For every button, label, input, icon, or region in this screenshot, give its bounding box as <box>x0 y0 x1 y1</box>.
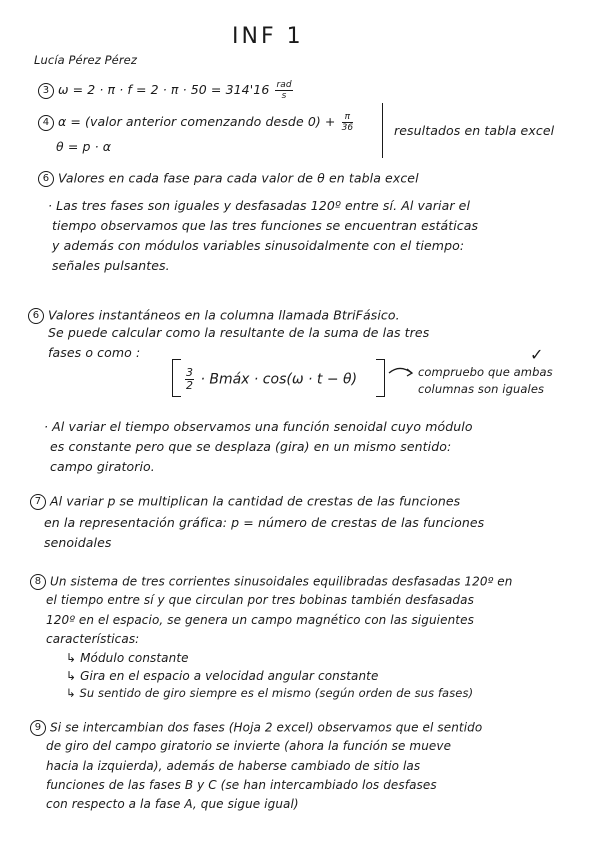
bracket-left <box>172 359 181 397</box>
item-3-text: ω = 2 · π · f = 2 · π · 50 = 314'16 <box>58 82 270 97</box>
check-icon: ✓ <box>530 345 544 364</box>
arrow-icon <box>388 365 414 379</box>
item-number: 4 <box>38 115 54 131</box>
unit-bottom: s <box>281 91 287 101</box>
frac-top: π <box>342 112 354 123</box>
item-8-line-4: características: <box>46 632 140 646</box>
formula-frac-top: 3 <box>186 366 193 379</box>
item-6a-line-1 <box>38 171 419 187</box>
formula-note-1: compruebo que ambas <box>418 365 553 379</box>
item-6b-line-2: Se puede calcular como la resultante de la suma de las tres <box>48 325 430 340</box>
item-8-bullet-2: ↳ Gira en el espacio a velocidad angular constante <box>66 669 379 683</box>
item-7-text: Al variar p se multiplican la cantidad de crestas de las funciones <box>50 493 461 509</box>
item-number: 9 <box>30 720 46 736</box>
item-8-line-1 <box>30 574 512 590</box>
item-8-line-3: 120º en el espacio, se genera un campo magnético con las siguientes <box>46 613 474 627</box>
formula-note-2: columnas son iguales <box>418 382 545 396</box>
item-6b-p1: · Al variar el tiempo observamos una función senoidal cuyo módulo <box>44 419 473 434</box>
item-4-text: α = (valor anterior comenzando desde 0) + <box>58 114 336 129</box>
item-6a-p2: tiempo observamos que las tres funciones se encuentran estáticas <box>52 218 479 233</box>
item-number: 3 <box>38 83 54 99</box>
page-title: INF 1 <box>232 24 304 49</box>
item-6b-text: Valores instantáneos en la columna llamada BtriFásico. <box>48 307 400 323</box>
item-6a-text: Valores en cada fase para cada valor de θ en tabla excel <box>58 170 419 186</box>
item-9-text: Si se intercambian dos fases (Hoja 2 excel) observamos que el sentido <box>50 720 483 735</box>
item-number: 6 <box>28 308 44 324</box>
item-6b-p2: es constante pero que se desplaza (gira) en un mismo sentido: <box>50 439 452 454</box>
item-8-line-2: el tiempo entre sí y que circulan por tres bobinas también desfasadas <box>46 593 474 607</box>
item-number: 8 <box>30 574 46 590</box>
item-8-bullet-3: ↳ Su sentido de giro siempre es el mismo (según orden de sus fases) <box>66 686 474 700</box>
item-number: 7 <box>30 494 46 510</box>
item-9-line-4: funciones de las fases B y C (se han intercambiado los desfases <box>46 778 437 792</box>
item-7-line-3: senoidales <box>44 535 112 550</box>
item-9-line-2: de giro del campo giratorio se invierte (ahora la función se mueve <box>46 739 452 753</box>
bracket-right <box>376 359 385 397</box>
item-7-line-2: en la representación gráfica: p = número de crestas de las funciones <box>44 515 485 530</box>
item-9-line-1 <box>30 720 482 736</box>
item-8-bullet-1: ↳ Módulo constante <box>66 651 189 665</box>
item-6b-p3: campo giratorio. <box>50 459 155 474</box>
item-6a-p4: señales pulsantes. <box>52 258 170 273</box>
formula-fraction <box>185 367 194 392</box>
item-8-text: Un sistema de tres corrientes sinusoidales equilibradas desfasadas 120º en <box>50 574 513 589</box>
item-3 <box>38 80 295 101</box>
formula <box>183 367 357 392</box>
item-6a-p1: · Las tres fases son iguales y desfasadas 120º entre sí. Al variar el <box>48 198 471 213</box>
author-name: Lucía Pérez Pérez <box>34 53 137 67</box>
item-4-line-1 <box>38 112 355 133</box>
item-7-line-1 <box>30 494 460 510</box>
pi-fraction <box>342 112 354 133</box>
item-6a-p3: y además con módulos variables sinusoidalmente con el tiempo: <box>52 238 465 253</box>
item-6b-line-3: fases o como : <box>48 345 141 360</box>
item-number: 6 <box>38 171 54 187</box>
unit-top: rad <box>276 80 292 90</box>
formula-frac-bottom: 2 <box>186 379 193 392</box>
formula-rest: · Bmáx · cos(ω · t − θ) <box>200 371 358 388</box>
brace <box>382 103 389 158</box>
item-6b-line-1 <box>28 308 400 324</box>
unit-fraction <box>275 80 292 101</box>
item-4-line-2: θ = p · α <box>56 139 112 154</box>
frac-bottom: 36 <box>341 123 354 133</box>
item-4-note: resultados en tabla excel <box>394 123 555 138</box>
item-9-line-5: con respecto a la fase A, que sigue igual) <box>46 797 299 811</box>
item-9-line-3: hacia la izquierda), además de haberse cambiado de sitio las <box>46 759 421 773</box>
